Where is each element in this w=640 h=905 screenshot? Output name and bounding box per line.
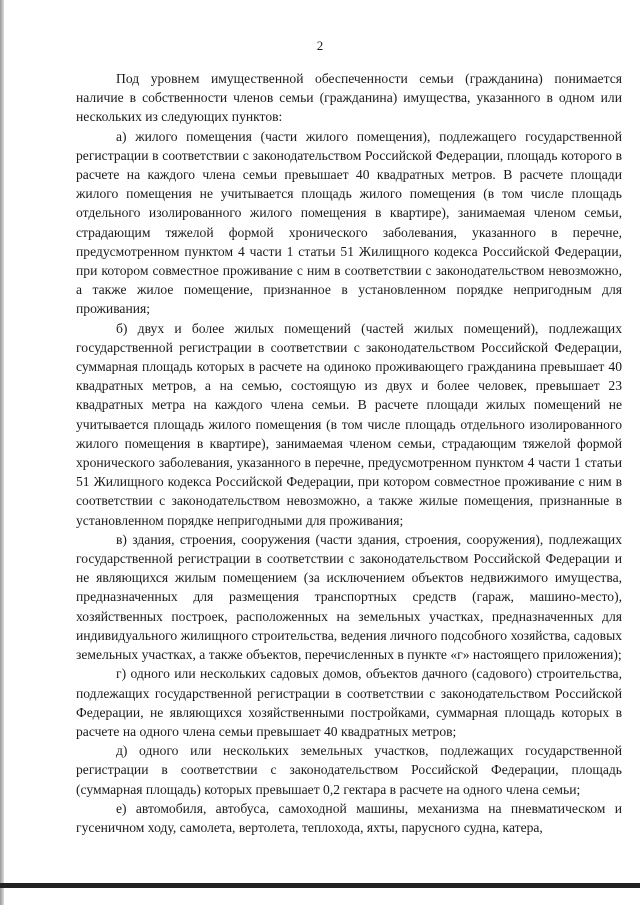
paragraph-item-e: е) автомобиля, автобуса, самоходной машины, механизма на пневматическом и гусеничном ходу, самолета, вертолета, теплохода, яхты, парусного судна, катера,	[76, 800, 622, 835]
page-number: 2	[316, 38, 324, 53]
document-body	[76, 69, 622, 837]
paragraph-item-v: в) здания, строения, сооружения (части здания, строения, сооружения), подлежащих государственной регистрации в соответствии с законодательством Российской Федерации и не являющихся жилым помещением (за исключением объектов недвижимого имущества, предназначенных для размещения транспортных средств (гараж, машино-место), хозяйственных построек, расположенных на земельных участках, предназначенных для индивидуального жилищного строительства, ведения личного подсобного хозяйства, садовых земельных участках, а также объектов, перечисленных в пункте «г» настоящего приложения);	[76, 531, 622, 663]
paragraph-item-d: д) одного или нескольких земельных участков, подлежащих государственной регистрации в соответствии с законодательством Российской Федерации, площадь (суммарная площадь) которых превышает 0,2 гектара в расчете на одного члена семьи;	[76, 743, 622, 797]
scan-bottom-edge	[0, 883, 640, 888]
scan-left-edge	[0, 0, 4, 905]
paragraph-item-g: г) одного или нескольких садовых домов, объектов дачного (садового) строительства, подлежащих государственной регистрации в соответствии с законодательством Российской Федерации, не являющихся хозяйственными постройками, суммарная площадь которых в расчете на одного члена семьи превышает 40 квадратных метров;	[76, 666, 622, 739]
paragraph-item-a: а) жилого помещения (части жилого помещения), подлежащего государственной регистрации в соответствии с законодательством Российской Федерации, площадь которого в расчете на каждого члена семьи превышает 40 квадратных метров. В расчете площади жилого помещения не учитывается площадь жилого помещения (в том числе площадь отдельного изолированного жилого помещения в квартире), занимаемая членом семьи, страдающим тяжелой формой хронического заболевания, указанного в перечне, предусмотренном пунктом 4 части 1 статьи 51 Жилищного кодекса Российской Федерации, при котором совместное проживание с ним в соответствии с законодательством невозможно, а также жилое помещение, признанное в установленном порядке непригодным для проживания;	[76, 128, 622, 317]
paragraph-intro: Под уровнем имущественной обеспеченности семьи (гражданина) понимается наличие в собственности членов семьи (гражданина) имущества, указанного в одном или нескольких из следующих пунктов:	[76, 71, 622, 125]
paragraph-item-b: б) двух и более жилых помещений (частей жилых помещений), подлежащих государственной регистрации в соответствии с законодательством Российской Федерации, суммарная площадь которых в расчете на одиноко проживающего гражданина превышает 40 квадратных метров, а на семью, состоящую из двух и более человек, превышает 23 квадратных метра на каждого члена семьи. В расчете площади жилых помещений не учитывается площадь жилого помещения (в том числе площадь отдельного изолированного жилого помещения в квартире), занимаемая членом семьи, страдающим тяжелой формой хронического заболевания, указанного в перечне, предусмотренном пунктом 4 части 1 статьи 51 Жилищного кодекса Российской Федерации, при котором совместное проживание с ним в соответствии с законодательством невозможно, а также жилые помещения, признанные в установленном порядке непригодными для проживания;	[76, 320, 622, 528]
